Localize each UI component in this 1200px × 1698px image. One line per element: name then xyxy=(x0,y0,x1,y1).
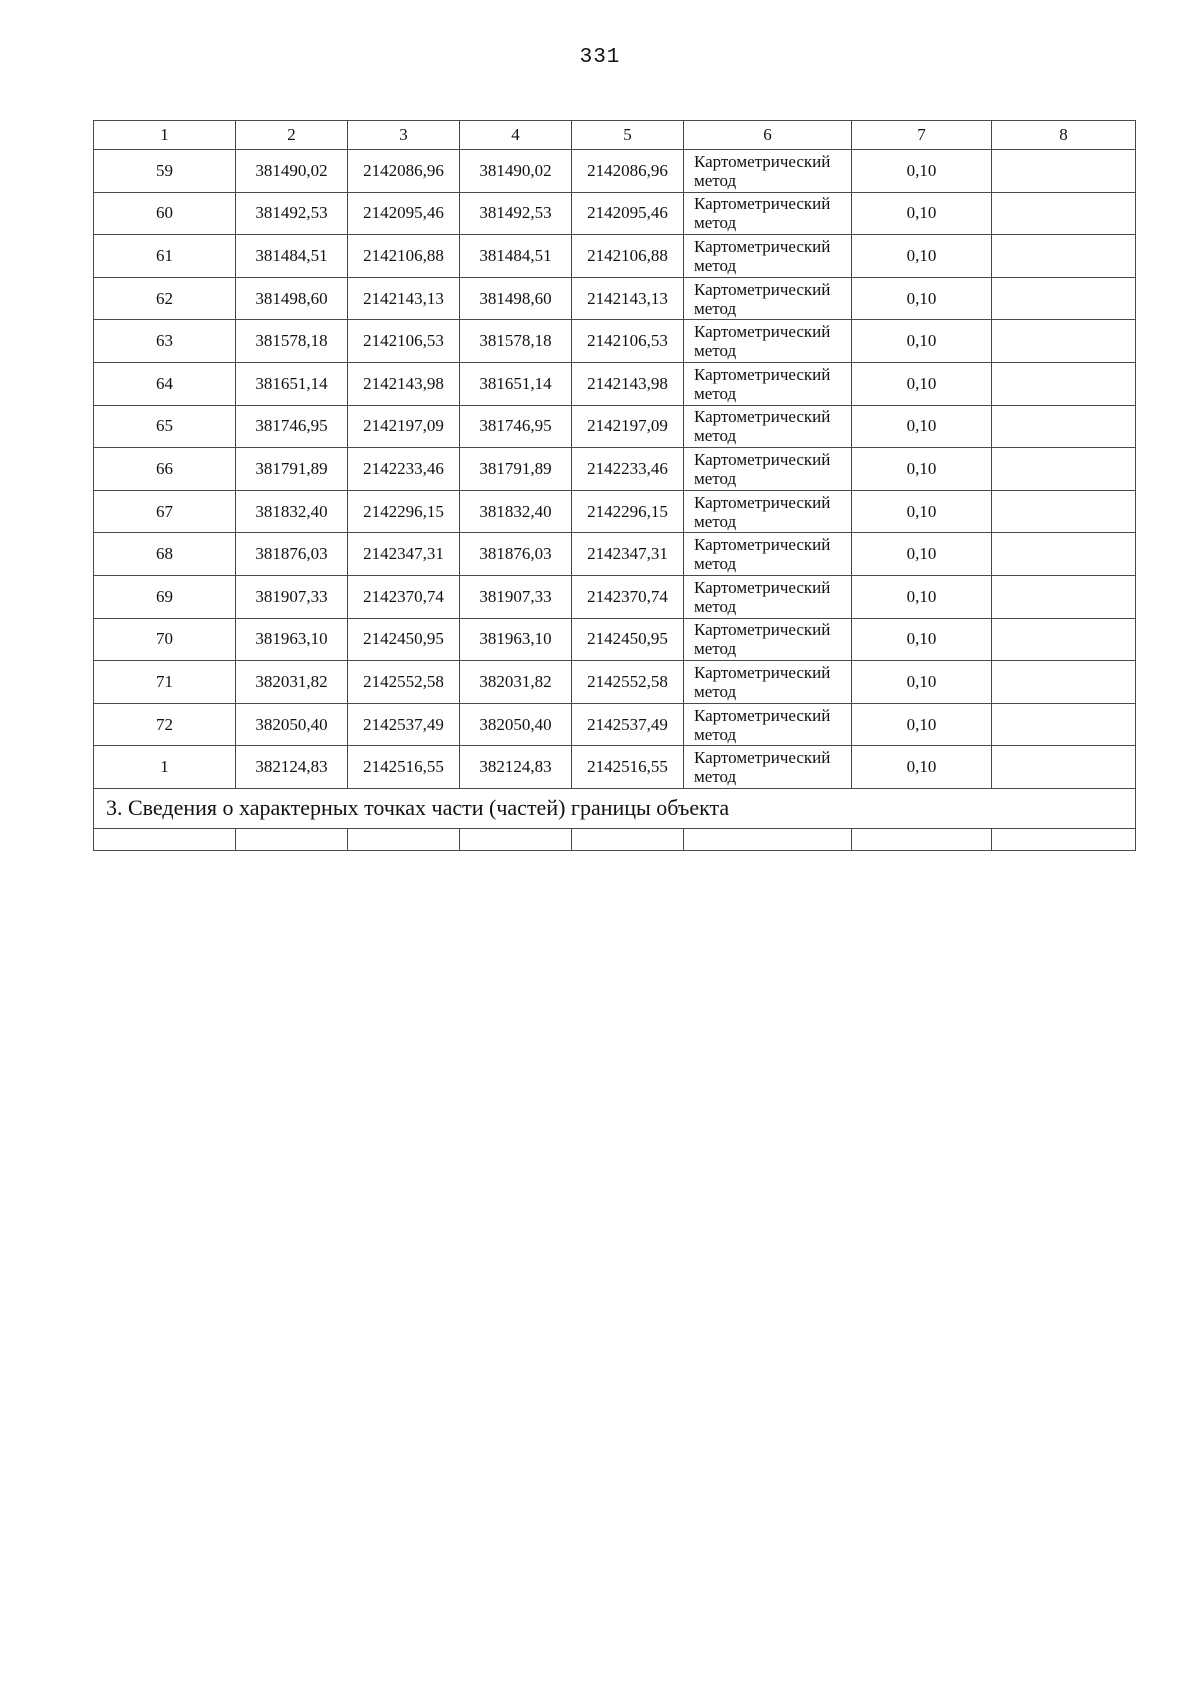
table-cell xyxy=(348,828,460,850)
note-cell xyxy=(992,746,1136,789)
method-line: Картометрический xyxy=(694,620,831,640)
x-coordinate-cell: 381907,33 xyxy=(236,575,348,618)
table-cell xyxy=(684,828,852,850)
y-coordinate-cell: 2142197,09 xyxy=(348,405,460,448)
method-line: Картометрический xyxy=(694,236,831,256)
method-line: метод xyxy=(694,554,737,574)
section-heading-row xyxy=(94,788,1136,828)
y-coordinate-cell: 2142106,88 xyxy=(348,235,460,278)
accuracy-cell: 0,10 xyxy=(852,661,992,704)
note-cell xyxy=(992,533,1136,576)
table-row xyxy=(94,277,1136,320)
point-number-cell: 60 xyxy=(94,192,236,235)
method-line: Картометрический xyxy=(694,492,831,512)
table-body xyxy=(94,150,1136,789)
method-cell xyxy=(684,575,852,618)
point-number-cell: 64 xyxy=(94,362,236,405)
method-line: метод xyxy=(694,383,737,403)
y-coordinate-cell: 2142106,53 xyxy=(348,320,460,363)
x-coordinate-cell: 381791,89 xyxy=(236,448,348,491)
note-cell xyxy=(992,235,1136,278)
method-line: метод xyxy=(694,298,737,318)
method-cell xyxy=(684,192,852,235)
x-coordinate-cell: 381578,18 xyxy=(460,320,572,363)
x-coordinate-cell: 382031,82 xyxy=(460,661,572,704)
y-coordinate-cell: 2142086,96 xyxy=(348,150,460,193)
x-coordinate-cell: 381484,51 xyxy=(460,235,572,278)
y-coordinate-cell: 2142143,13 xyxy=(572,277,684,320)
method-cell xyxy=(684,405,852,448)
method-line: Картометрический xyxy=(694,364,831,384)
x-coordinate-cell: 382050,40 xyxy=(236,703,348,746)
method-line: метод xyxy=(694,511,737,531)
method-cell xyxy=(684,150,852,193)
accuracy-cell: 0,10 xyxy=(852,575,992,618)
table-row xyxy=(94,235,1136,278)
x-coordinate-cell: 381963,10 xyxy=(236,618,348,661)
accuracy-cell: 0,10 xyxy=(852,490,992,533)
column-number-header-row xyxy=(94,121,1136,150)
table-row xyxy=(94,192,1136,235)
method-line: метод xyxy=(694,426,737,446)
x-coordinate-cell: 382050,40 xyxy=(460,703,572,746)
point-number-cell: 68 xyxy=(94,533,236,576)
x-coordinate-cell: 381498,60 xyxy=(460,277,572,320)
x-coordinate-cell: 381907,33 xyxy=(460,575,572,618)
table-row xyxy=(94,703,1136,746)
point-number-cell: 66 xyxy=(94,448,236,491)
method-line: Картометрический xyxy=(694,407,831,427)
accuracy-cell: 0,10 xyxy=(852,448,992,491)
y-coordinate-cell: 2142552,58 xyxy=(348,661,460,704)
y-coordinate-cell: 2142233,46 xyxy=(572,448,684,491)
y-coordinate-cell: 2142106,88 xyxy=(572,235,684,278)
table-row xyxy=(94,746,1136,789)
x-coordinate-cell: 381484,51 xyxy=(236,235,348,278)
method-line: метод xyxy=(694,341,737,361)
point-number-cell: 65 xyxy=(94,405,236,448)
table-row xyxy=(94,448,1136,491)
point-number-cell: 69 xyxy=(94,575,236,618)
method-line: метод xyxy=(694,468,737,488)
x-coordinate-cell: 381791,89 xyxy=(460,448,572,491)
point-number-cell: 61 xyxy=(94,235,236,278)
method-cell xyxy=(684,703,852,746)
table-cell xyxy=(572,828,684,850)
method-line: метод xyxy=(694,767,737,787)
note-cell xyxy=(992,362,1136,405)
x-coordinate-cell: 381490,02 xyxy=(460,150,572,193)
method-cell xyxy=(684,277,852,320)
note-cell xyxy=(992,192,1136,235)
table-cell xyxy=(94,828,236,850)
x-coordinate-cell: 381490,02 xyxy=(236,150,348,193)
method-cell xyxy=(684,320,852,363)
accuracy-cell: 0,10 xyxy=(852,405,992,448)
method-line: Картометрический xyxy=(694,151,831,171)
y-coordinate-cell: 2142086,96 xyxy=(572,150,684,193)
table-row xyxy=(94,575,1136,618)
column-header: 5 xyxy=(572,121,684,150)
accuracy-cell: 0,10 xyxy=(852,533,992,576)
table-row xyxy=(94,533,1136,576)
method-cell xyxy=(684,235,852,278)
y-coordinate-cell: 2142370,74 xyxy=(348,575,460,618)
method-line: метод xyxy=(694,681,737,701)
accuracy-cell: 0,10 xyxy=(852,746,992,789)
note-cell xyxy=(992,703,1136,746)
method-line: метод xyxy=(694,213,737,233)
x-coordinate-cell: 381832,40 xyxy=(236,490,348,533)
accuracy-cell: 0,10 xyxy=(852,235,992,278)
x-coordinate-cell: 382031,82 xyxy=(236,661,348,704)
table-row xyxy=(94,362,1136,405)
method-line: Картометрический xyxy=(694,662,831,682)
point-number-cell: 71 xyxy=(94,661,236,704)
x-coordinate-cell: 381746,95 xyxy=(236,405,348,448)
column-header: 6 xyxy=(684,121,852,150)
point-number-cell: 63 xyxy=(94,320,236,363)
point-number-cell: 62 xyxy=(94,277,236,320)
method-line: Картометрический xyxy=(694,705,831,725)
method-cell xyxy=(684,362,852,405)
x-coordinate-cell: 381492,53 xyxy=(460,192,572,235)
note-cell xyxy=(992,490,1136,533)
table-row xyxy=(94,405,1136,448)
page-number: 331 xyxy=(579,46,621,69)
x-coordinate-cell: 381963,10 xyxy=(460,618,572,661)
table-cell xyxy=(236,828,348,850)
method-line: Картометрический xyxy=(694,577,831,597)
y-coordinate-cell: 2142197,09 xyxy=(572,405,684,448)
column-header: 3 xyxy=(348,121,460,150)
note-cell xyxy=(992,575,1136,618)
method-cell xyxy=(684,448,852,491)
note-cell xyxy=(992,277,1136,320)
x-coordinate-cell: 381651,14 xyxy=(460,362,572,405)
method-line: Картометрический xyxy=(694,322,831,342)
point-number-cell: 1 xyxy=(94,746,236,789)
y-coordinate-cell: 2142095,46 xyxy=(572,192,684,235)
method-line: метод xyxy=(694,639,737,659)
table-cell xyxy=(992,828,1136,850)
empty-table-row xyxy=(94,828,1136,850)
x-coordinate-cell: 381492,53 xyxy=(236,192,348,235)
y-coordinate-cell: 2142516,55 xyxy=(348,746,460,789)
method-line: Картометрический xyxy=(694,535,831,555)
method-line: Картометрический xyxy=(694,279,831,299)
column-header: 8 xyxy=(992,121,1136,150)
point-number-cell: 67 xyxy=(94,490,236,533)
accuracy-cell: 0,10 xyxy=(852,362,992,405)
y-coordinate-cell: 2142106,53 xyxy=(572,320,684,363)
method-line: метод xyxy=(694,170,737,190)
method-line: метод xyxy=(694,596,737,616)
x-coordinate-cell: 382124,83 xyxy=(236,746,348,789)
table-row xyxy=(94,618,1136,661)
y-coordinate-cell: 2142370,74 xyxy=(572,575,684,618)
coordinates-table xyxy=(93,120,1136,851)
x-coordinate-cell: 381746,95 xyxy=(460,405,572,448)
y-coordinate-cell: 2142143,98 xyxy=(348,362,460,405)
method-cell xyxy=(684,618,852,661)
note-cell xyxy=(992,320,1136,363)
y-coordinate-cell: 2142143,98 xyxy=(572,362,684,405)
accuracy-cell: 0,10 xyxy=(852,192,992,235)
column-header: 1 xyxy=(94,121,236,150)
y-coordinate-cell: 2142347,31 xyxy=(348,533,460,576)
x-coordinate-cell: 381876,03 xyxy=(236,533,348,576)
y-coordinate-cell: 2142233,46 xyxy=(348,448,460,491)
point-number-cell: 72 xyxy=(94,703,236,746)
section-title: 3. Сведения о характерных точках части (частей) границы объекта xyxy=(94,788,1136,828)
table-row xyxy=(94,661,1136,704)
y-coordinate-cell: 2142552,58 xyxy=(572,661,684,704)
y-coordinate-cell: 2142537,49 xyxy=(572,703,684,746)
method-cell xyxy=(684,490,852,533)
x-coordinate-cell: 381578,18 xyxy=(236,320,348,363)
method-line: Картометрический xyxy=(694,449,831,469)
table-row xyxy=(94,490,1136,533)
x-coordinate-cell: 381498,60 xyxy=(236,277,348,320)
x-coordinate-cell: 381651,14 xyxy=(236,362,348,405)
table-cell xyxy=(852,828,992,850)
table-cell xyxy=(460,828,572,850)
accuracy-cell: 0,10 xyxy=(852,320,992,363)
method-cell xyxy=(684,746,852,789)
method-cell xyxy=(684,661,852,704)
method-line: метод xyxy=(694,255,737,275)
table-row xyxy=(94,320,1136,363)
y-coordinate-cell: 2142095,46 xyxy=(348,192,460,235)
method-line: метод xyxy=(694,724,737,744)
column-header: 2 xyxy=(236,121,348,150)
method-line: Картометрический xyxy=(694,194,831,214)
column-header: 4 xyxy=(460,121,572,150)
accuracy-cell: 0,10 xyxy=(852,703,992,746)
accuracy-cell: 0,10 xyxy=(852,150,992,193)
x-coordinate-cell: 381832,40 xyxy=(460,490,572,533)
method-line: Картометрический xyxy=(694,748,831,768)
note-cell xyxy=(992,405,1136,448)
note-cell xyxy=(992,618,1136,661)
point-number-cell: 59 xyxy=(94,150,236,193)
note-cell xyxy=(992,448,1136,491)
y-coordinate-cell: 2142516,55 xyxy=(572,746,684,789)
accuracy-cell: 0,10 xyxy=(852,277,992,320)
column-header: 7 xyxy=(852,121,992,150)
table-row xyxy=(94,150,1136,193)
note-cell xyxy=(992,150,1136,193)
accuracy-cell: 0,10 xyxy=(852,618,992,661)
y-coordinate-cell: 2142347,31 xyxy=(572,533,684,576)
method-cell xyxy=(684,533,852,576)
y-coordinate-cell: 2142450,95 xyxy=(572,618,684,661)
x-coordinate-cell: 381876,03 xyxy=(460,533,572,576)
x-coordinate-cell: 382124,83 xyxy=(460,746,572,789)
note-cell xyxy=(992,661,1136,704)
point-number-cell: 70 xyxy=(94,618,236,661)
y-coordinate-cell: 2142296,15 xyxy=(348,490,460,533)
y-coordinate-cell: 2142296,15 xyxy=(572,490,684,533)
y-coordinate-cell: 2142143,13 xyxy=(348,277,460,320)
y-coordinate-cell: 2142537,49 xyxy=(348,703,460,746)
y-coordinate-cell: 2142450,95 xyxy=(348,618,460,661)
